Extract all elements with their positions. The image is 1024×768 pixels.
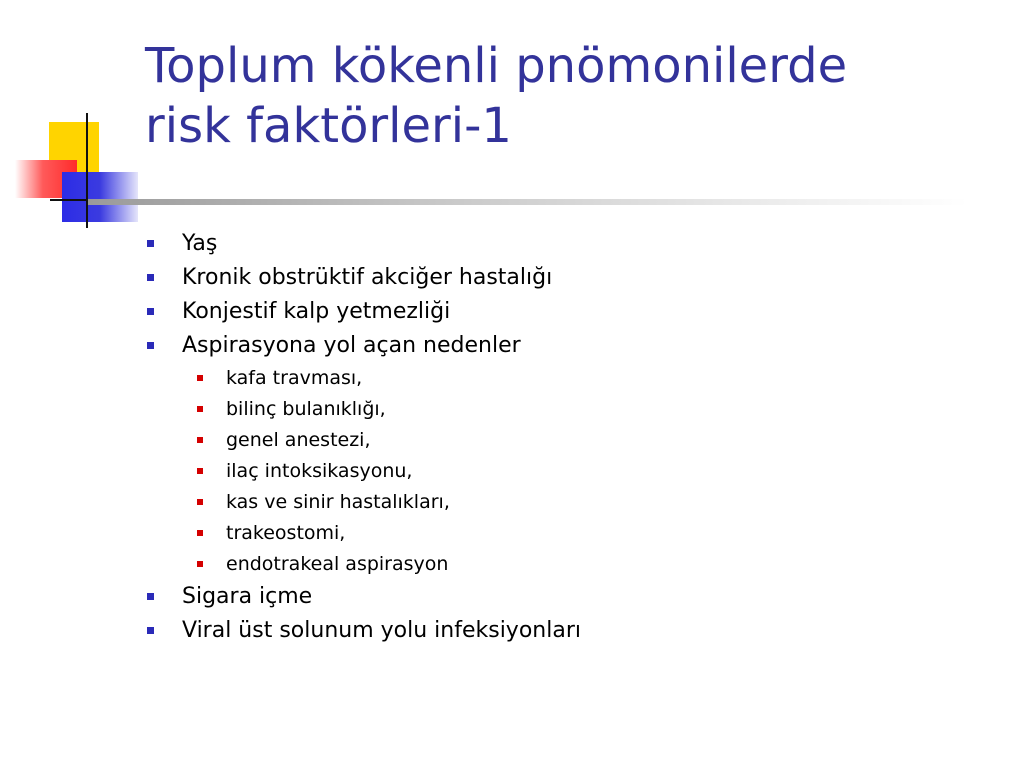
sub-bullet-text: endotrakeal aspirasyon [226,553,449,575]
sub-bullet-item [145,394,995,425]
bullet-item [145,227,995,261]
small-square-bullet-icon [197,406,203,412]
bullet-list [145,227,995,648]
blue-square [62,172,138,222]
square-bullet-icon [147,240,154,247]
square-bullet-icon [147,593,154,600]
square-bullet-icon [147,274,154,281]
sub-bullet-text: kas ve sinir hastalıkları, [226,491,450,513]
bullet-item [145,580,995,614]
bullet-text: Yaş [182,231,218,256]
sub-bullet-text: trakeostomi, [226,522,346,544]
sub-bullet-text: ilaç intoksikasyonu, [226,460,413,482]
bullet-text: Sigara içme [182,584,313,609]
vertical-line [86,113,88,228]
small-square-bullet-icon [197,561,203,567]
square-bullet-icon [147,342,154,349]
sub-bullet-item [145,425,995,456]
sub-bullet-item [145,487,995,518]
bullet-item [145,329,995,363]
bullet-text: Kronik obstrüktif akciğer hastalığı [182,265,553,290]
bullet-item [145,614,995,648]
sub-bullet-text: genel anestezi, [226,429,371,451]
small-square-bullet-icon [197,530,203,536]
slide-title [145,36,1005,156]
title-line-2: risk faktörleri-1 [145,98,512,154]
bullet-text: Viral üst solunum yolu infeksiyonları [182,618,581,643]
sub-bullet-item [145,518,995,549]
bullet-text: Konjestif kalp yetmezliği [182,299,451,324]
bullet-item [145,295,995,329]
sub-bullet-item [145,363,995,394]
square-bullet-icon [147,308,154,315]
sub-bullet-text: bilinç bulanıklığı, [226,398,386,420]
square-bullet-icon [147,627,154,634]
sub-bullet-item [145,456,995,487]
small-square-bullet-icon [197,437,203,443]
small-square-bullet-icon [197,468,203,474]
small-square-bullet-icon [197,499,203,505]
sub-bullet-text: kafa travması, [226,367,363,389]
bullet-text: Aspirasyona yol açan nedenler [182,333,521,358]
sub-bullet-item [145,549,995,580]
bullet-item [145,261,995,295]
title-underline [88,199,968,205]
title-line-1: Toplum kökenli pnömonilerde [145,38,848,94]
small-square-bullet-icon [197,375,203,381]
